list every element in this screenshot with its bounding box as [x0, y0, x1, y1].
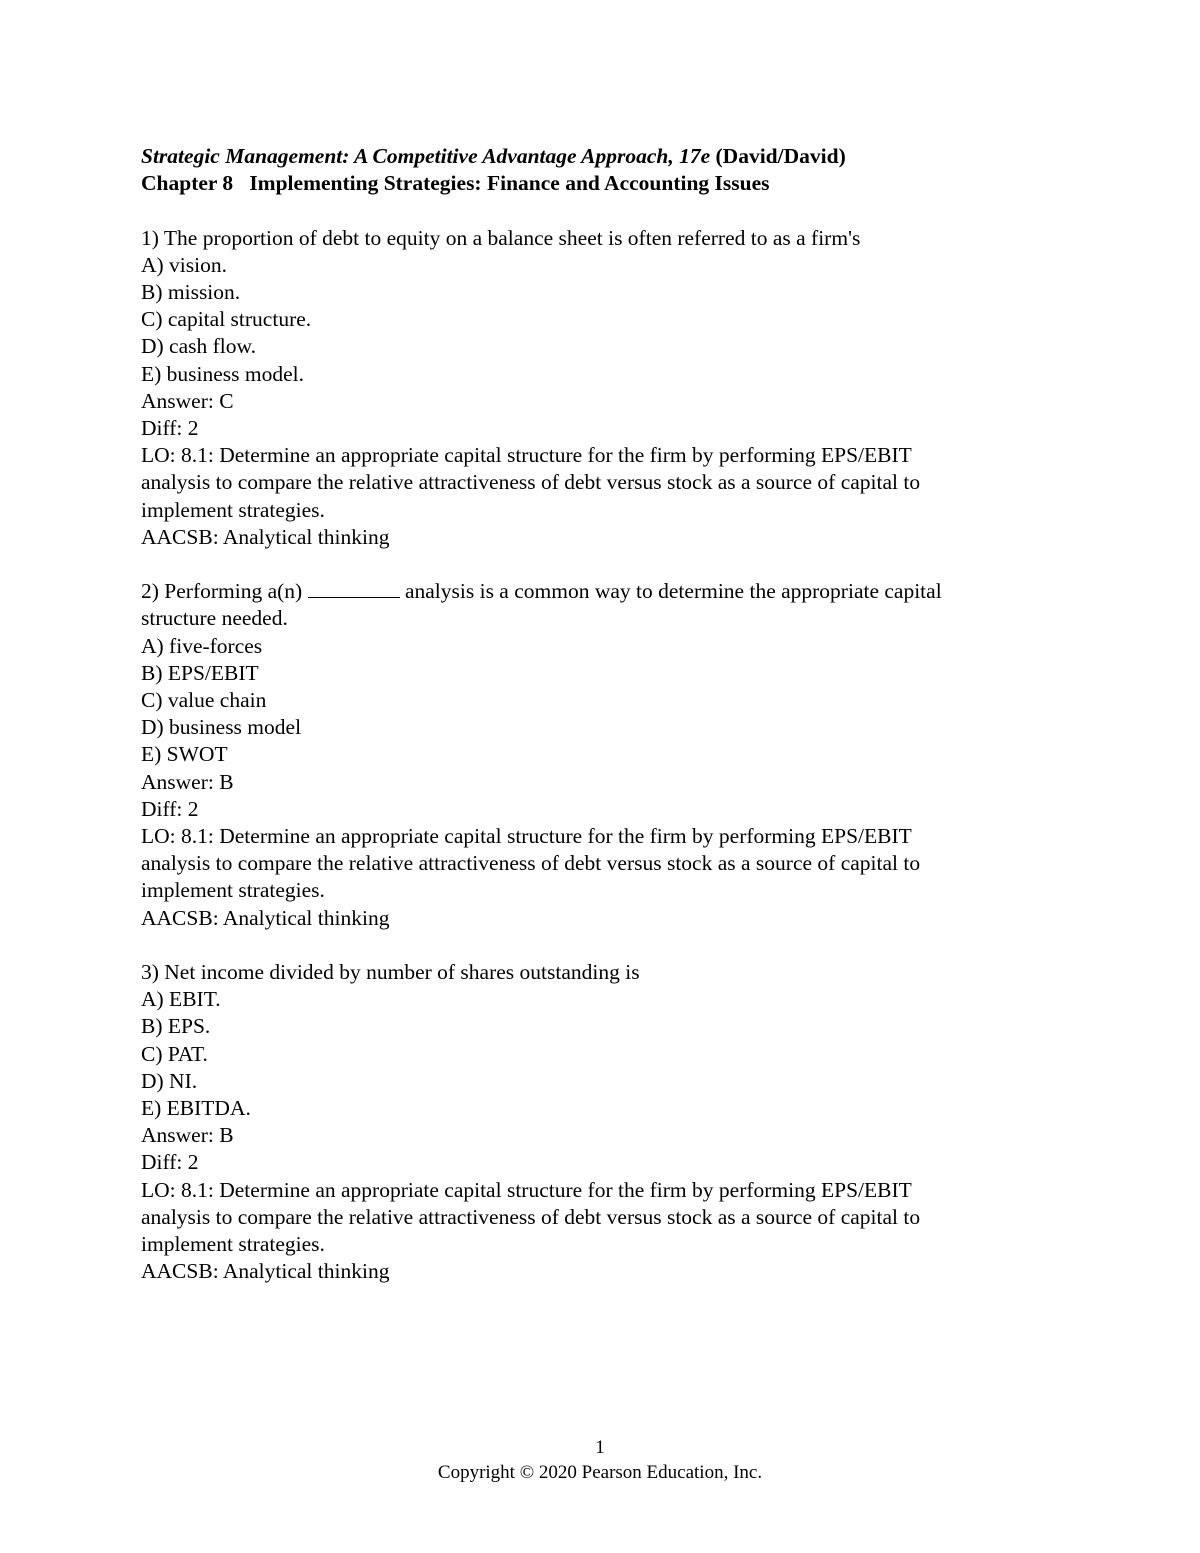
- learning-objective: LO: 8.1: Determine an appropriate capital structure for the firm by performing EPS/EBIT: [141, 1177, 912, 1202]
- answer-key: Answer: B: [141, 1123, 234, 1148]
- question-stem-start: 2) Performing a(n): [141, 579, 308, 604]
- answer-option: A) five-forces: [141, 633, 263, 658]
- copyright-notice: Copyright © 2020 Pearson Education, Inc.: [437, 1462, 763, 1483]
- learning-objective: LO: 8.1: Determine an appropriate capital structure for the firm by performing EPS/EBIT: [141, 824, 912, 849]
- book-header: [141, 143, 1041, 170]
- answer-option: C) capital structure.: [141, 307, 312, 332]
- question-stem: 3) Net income divided by number of shares outstanding is: [141, 960, 640, 985]
- question-stem: 1) The proportion of debt to equity on a balance sheet is often referred to as a firm's: [141, 225, 861, 250]
- answer-option: B) EPS.: [141, 1014, 211, 1039]
- learning-objective: analysis to compare the relative attractiveness of debt versus stock as a source of capital to: [141, 1204, 921, 1229]
- question-2: [141, 578, 1041, 932]
- answer-option: D) NI.: [141, 1068, 198, 1093]
- answer-option: A) EBIT.: [141, 987, 221, 1012]
- answer-key: Answer: C: [141, 388, 234, 413]
- aacsb-tag: AACSB: Analytical thinking: [141, 524, 390, 549]
- page-content: [141, 143, 1041, 1285]
- aacsb-tag: AACSB: Analytical thinking: [141, 1259, 390, 1284]
- learning-objective: implement strategies.: [141, 497, 325, 522]
- answer-option: B) EPS/EBIT: [141, 660, 259, 685]
- chapter-number: Chapter 8: [141, 171, 234, 196]
- answer-option: A) vision.: [141, 252, 227, 277]
- answer-option: C) PAT.: [141, 1041, 208, 1066]
- difficulty: Diff: 2: [141, 416, 199, 441]
- learning-objective: implement strategies.: [141, 1232, 325, 1257]
- learning-objective: analysis to compare the relative attractiveness of debt versus stock as a source of capital to: [141, 851, 921, 876]
- fill-in-blank: [308, 579, 400, 598]
- question-stem-continued: structure needed.: [141, 606, 288, 631]
- question-stem: [141, 578, 1041, 605]
- page-number: 1: [595, 1437, 605, 1458]
- learning-objective: analysis to compare the relative attractiveness of debt versus stock as a source of capital to: [141, 470, 921, 495]
- answer-option: E) business model.: [141, 361, 305, 386]
- chapter-header: [141, 170, 1041, 197]
- answer-option: C) value chain: [141, 688, 267, 713]
- question-3: [141, 959, 1041, 1285]
- book-title: Strategic Management: A Competitive Advantage Approach, 17e: [141, 144, 711, 168]
- learning-objective: LO: 8.1: Determine an appropriate capital structure for the firm by performing EPS/EBIT: [141, 443, 912, 468]
- question-stem-end: analysis is a common way to determine the appropriate capital: [399, 579, 942, 604]
- answer-option: D) cash flow.: [141, 334, 257, 359]
- answer-option: D) business model: [141, 715, 302, 740]
- aacsb-tag: AACSB: Analytical thinking: [141, 905, 390, 930]
- difficulty: Diff: 2: [141, 1150, 199, 1175]
- book-authors: (David/David): [715, 144, 846, 168]
- question-1: [141, 225, 1041, 551]
- chapter-title: Implementing Strategies: Finance and Accounting Issues: [249, 171, 770, 196]
- answer-option: B) mission.: [141, 280, 241, 304]
- difficulty: Diff: 2: [141, 796, 199, 821]
- learning-objective: implement strategies.: [141, 878, 325, 903]
- answer-option: E) SWOT: [141, 742, 228, 767]
- answer-key: Answer: B: [141, 769, 234, 794]
- answer-option: E) EBITDA.: [141, 1096, 251, 1121]
